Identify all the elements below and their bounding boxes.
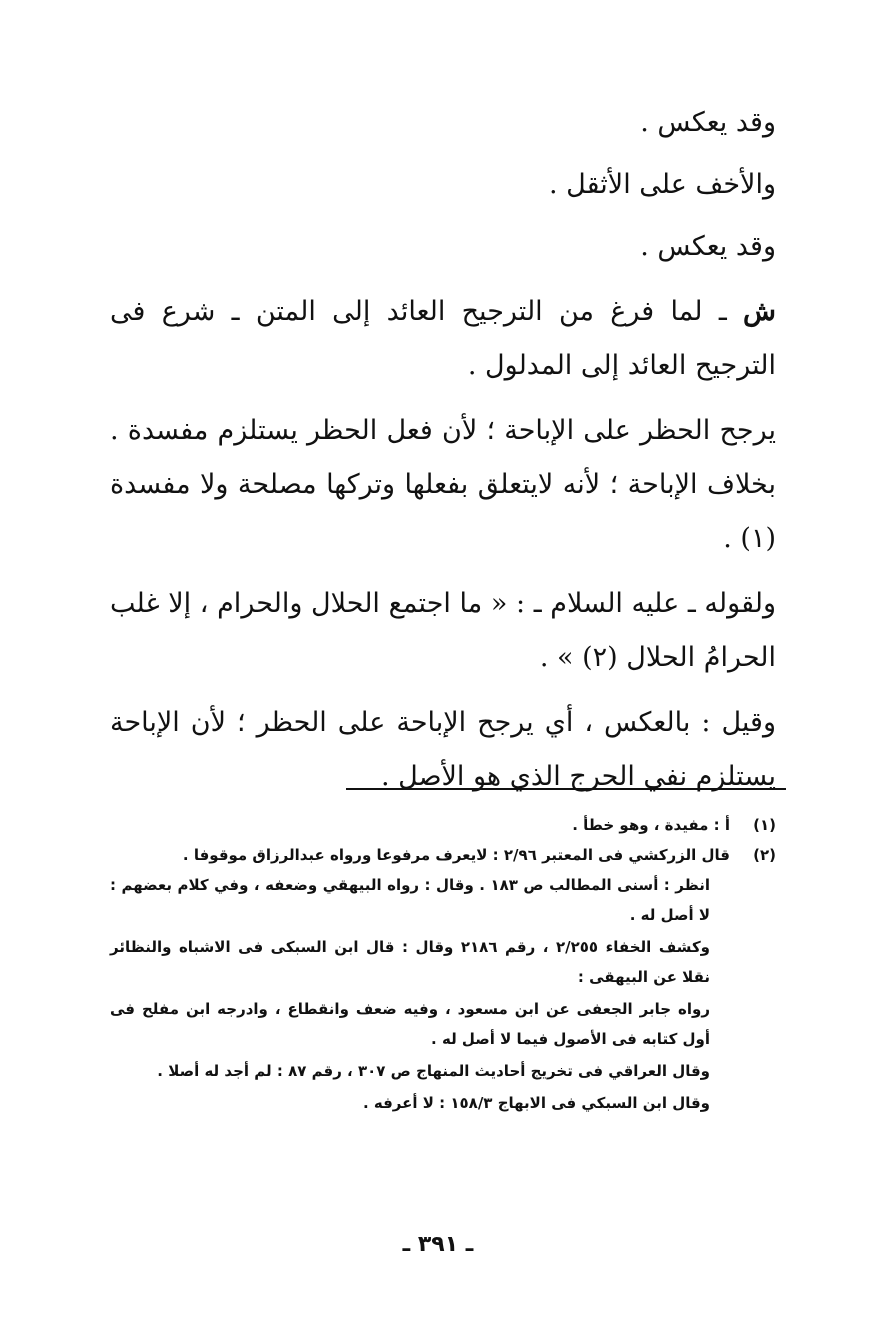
page-number: ـ ٣٩١ ـ bbox=[402, 1232, 474, 1257]
sharh-mark: ش bbox=[743, 296, 776, 327]
footnote-line: رواه جابر الجعفى عن ابن مسعود ، وفيه ضعف وانقطاع ، وادرجه ابن مفلح فى أول كتابه فى الأصول فيما لا أصل له . bbox=[110, 1000, 710, 1048]
footnote-line: انظر : أسنى المطالب ص ١٨٣ . وقال : رواه البيهقي وضعفه ، وفي كلام بعضهم : لا أصل له . bbox=[110, 876, 711, 924]
footnote-body bbox=[110, 840, 730, 1118]
line-akhaff-athqal: والأخف على الأثقل . bbox=[549, 169, 776, 200]
footnote-line: وقال العراقي فى تخريج أحاديث المنهاج ص ٣٠٧ ، رقم ٨٧ : لم أجد له أصلا . bbox=[157, 1062, 710, 1080]
footnote-number: (٢) bbox=[753, 846, 776, 864]
footnote-line: وقال ابن السبكي فى الابهاج ١٥٨/٣ : لا أعرفه . bbox=[362, 1094, 710, 1112]
main-text bbox=[110, 96, 776, 815]
paragraph-hazr: يرجح الحظر على الإباحة ؛ لأن فعل الحظر يستلزم مفسدة . بخلاف الإباحة ؛ لأنه لايتعلق بفعلها وتركها مصلحة ولا مفسدة (١) . bbox=[110, 415, 776, 554]
footnote-line: قال الزركشي فى المعتبر ٢/٩٦ : لايعرف مرفوعا ورواه عبدالرزاق موقوفا . bbox=[182, 846, 730, 864]
footnote-1 bbox=[110, 810, 776, 840]
paragraph-hadith: ولقوله ـ عليه السلام ـ : « ما اجتمع الحلال والحرام ، إلا غلب الحرامُ الحلال (٢) » . bbox=[110, 588, 776, 673]
footnote-divider bbox=[346, 788, 786, 790]
footnote-number: (١) bbox=[753, 816, 776, 834]
footnotes bbox=[110, 810, 776, 1118]
line-qad-yuaks-1: وقد يعكس . bbox=[640, 107, 776, 138]
footnote-text: أ : مفيدة ، وهو خطأ . bbox=[572, 816, 730, 834]
paragraph-qil: وقيل : بالعكس ، أي يرجح الإباحة على الحظر ؛ لأن الإباحة يستلزم نفي الحرج الذي هو الأصل . bbox=[110, 707, 776, 792]
sharh-text: ـ لما فرغ من الترجيح العائد إلى المتن ـ شرع فى الترجيح العائد إلى المدلول . bbox=[110, 296, 776, 381]
footnote-2 bbox=[110, 840, 776, 1118]
footnote-line: وكشف الخفاء ٢/٢٥٥ ، رقم ٢١٨٦ وقال : قال ابن السبكى فى الاشباه والنظائر نقلا عن البيهقى : bbox=[110, 938, 710, 986]
line-qad-yuaks-2: وقد يعكس . bbox=[640, 231, 776, 262]
paragraph-sharh bbox=[110, 285, 776, 393]
